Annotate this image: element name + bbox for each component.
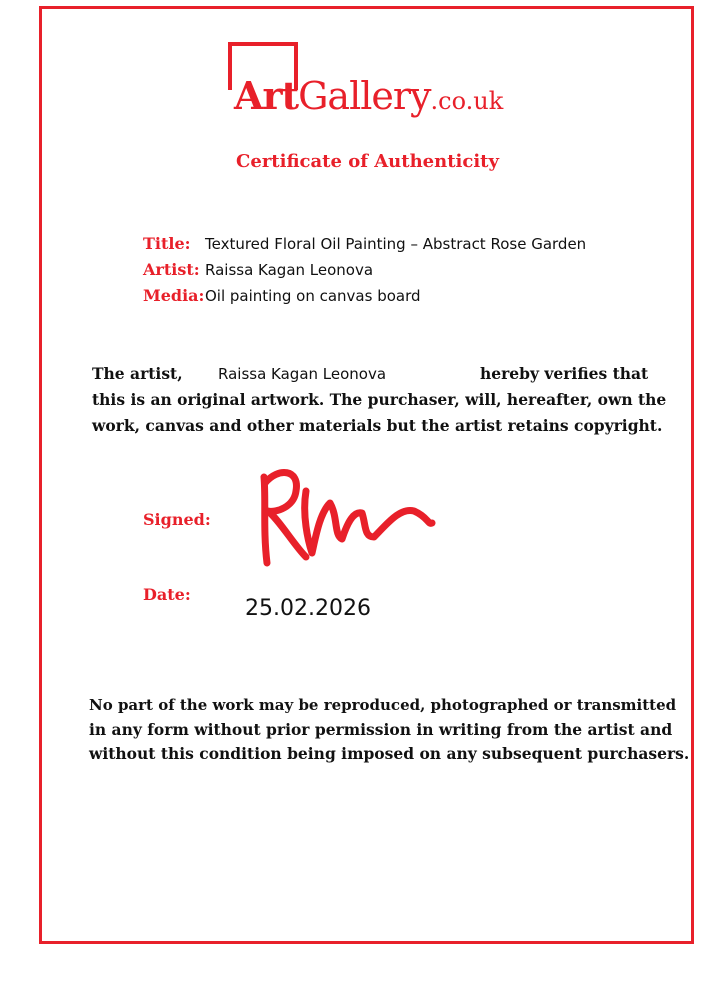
media-value: Oil painting on canvas board	[205, 287, 421, 305]
copyright-notice-line-3: without this condition being imposed on any subsequent purchasers.	[89, 744, 690, 763]
logo-art: Art	[234, 73, 299, 118]
verification-line-2: this is an original artwork. The purchaser, will, hereafter, own the	[92, 390, 667, 409]
verification-artist-name: Raissa Kagan Leonova	[218, 365, 387, 383]
date-label: Date:	[143, 585, 191, 604]
verification-prefix: The artist,	[92, 364, 183, 383]
artgallery-logo	[228, 42, 538, 122]
title-row	[143, 231, 586, 257]
logo-gallery: Gallery	[298, 74, 431, 118]
logo-text	[234, 72, 503, 125]
artist-row	[143, 257, 373, 283]
media-row	[143, 283, 421, 309]
logo-domain: .co.uk	[430, 87, 504, 115]
certificate-title: Certificate of Authenticity	[236, 151, 499, 172]
title-value: Textured Floral Oil Painting – Abstract Rose Garden	[205, 235, 587, 253]
verification-line-3: work, canvas and other materials but the artist retains copyright.	[92, 416, 663, 435]
artist-signature	[250, 455, 440, 575]
media-label: Media:	[143, 286, 205, 305]
date-value: 25.02.2026	[245, 596, 371, 621]
artist-value: Raissa Kagan Leonova	[205, 261, 374, 279]
artist-label: Artist:	[143, 260, 200, 279]
copyright-notice-line-1: No part of the work may be reproduced, photographed or transmitted	[89, 696, 677, 714]
copyright-notice-line-2: in any form without prior permission in writing from the artist and	[89, 720, 673, 739]
signed-label: Signed:	[143, 510, 211, 529]
title-label: Title:	[143, 234, 191, 253]
verification-suffix: hereby verifies that	[480, 364, 649, 383]
